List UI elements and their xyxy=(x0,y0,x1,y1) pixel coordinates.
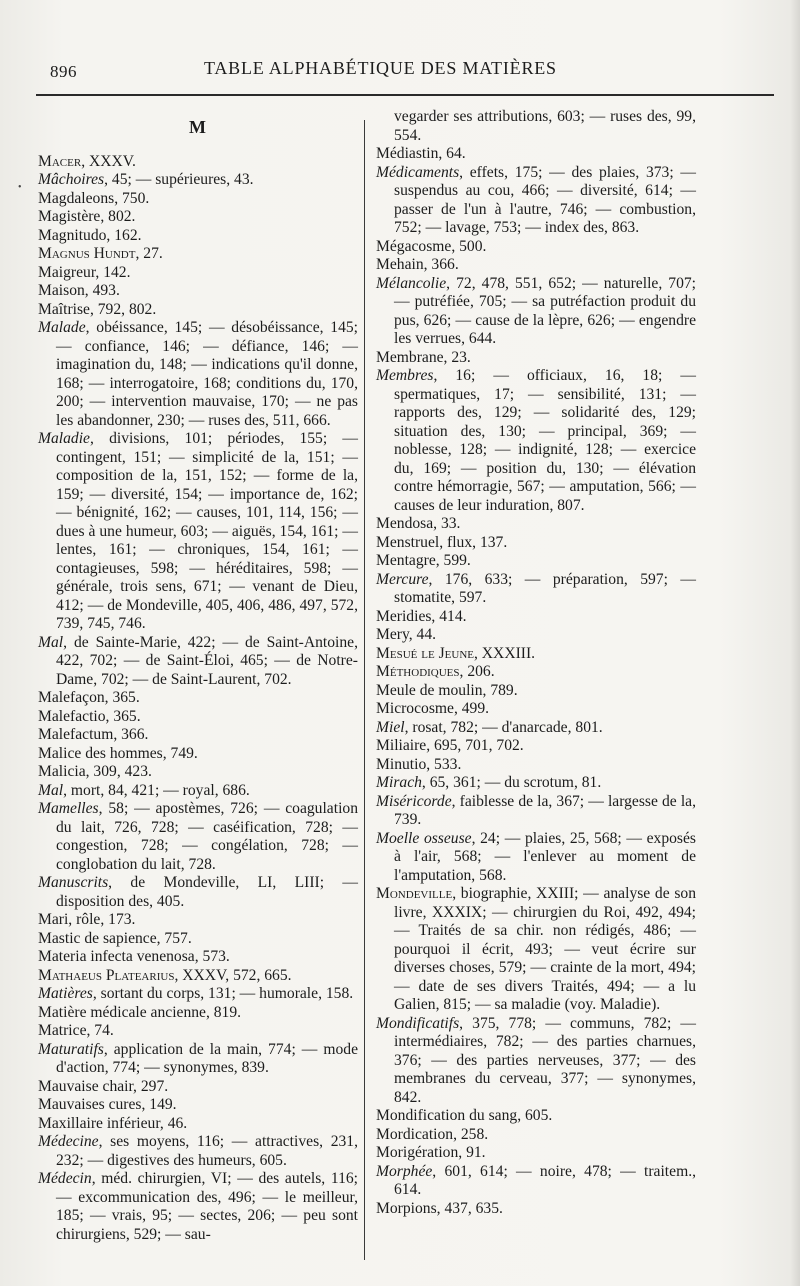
entry-references: , XXXV, 572, 665. xyxy=(174,966,292,984)
right-index-column xyxy=(376,108,696,1218)
entry-heading: Médecine xyxy=(38,1133,99,1150)
index-entry xyxy=(38,874,358,911)
entry-heading: Maturatifs xyxy=(38,1040,104,1058)
entry-references: , 176, 633; — préparation, 597; — stomatite, 597. xyxy=(394,570,696,606)
entry-heading: Mal xyxy=(38,633,64,651)
index-entry xyxy=(376,885,696,1015)
entry-heading: Macer xyxy=(38,152,82,170)
entry-references: Minutio, 533. xyxy=(376,755,462,773)
entry-references: Mondification du sang, 605. xyxy=(376,1107,553,1124)
entry-references: Microcosme, 499. xyxy=(376,700,490,717)
entry-references: , 601, 614; — noire, 478; — traitem., 614. xyxy=(394,1162,696,1198)
index-entry xyxy=(38,1096,358,1115)
entry-heading: Morphée xyxy=(376,1162,433,1180)
entry-references: Mentagre, 599. xyxy=(376,552,471,569)
index-entry xyxy=(376,238,696,257)
entry-heading: Mamelles xyxy=(38,800,99,817)
entry-references: , 16; — officiaux, 16, 18; — spermatiques, 17; — sensibilité, 131; — rapports des, 129; — solidarité des, 129; situation des, 130; — principal, 369; — noblesse, 128; — indignité, 128; — exercice du, 169; — position du, 130; — élévation contre hémorragie, 567; — amputation, 566; — causes de leur induration, 807. xyxy=(394,367,696,514)
index-entry xyxy=(38,1022,358,1041)
margin-mark: • xyxy=(18,182,22,193)
section-letter: M xyxy=(189,117,207,137)
index-entry xyxy=(376,256,696,275)
entry-references: , obéissance, 145; — désobéissance, 145; — confiance, 146; — défiance, 146; — imagination du, 148; — indications qu'il donne, 168; — interrogatoire, 168; conditions du, 170, 200; — intervention mauvaise, 170; — ne pas les abandonner, 230; — ruses des, 511, 666. xyxy=(56,319,358,429)
entry-references: , effets, 175; — des plaies, 373; — suspendus au cou, 466; — diversité, 614; — passer de l'un à l'autre, 746; — combustion, 752; — lavage, 753; — index des, 863. xyxy=(394,163,696,236)
entry-heading: Maladie xyxy=(38,430,90,447)
entry-references: , 58; — apostèmes, 726; — coagulation du lait, 726, 728; — caséification, 728; — congestion, 728; — congélation, 728; — conglobation du lait, 728. xyxy=(56,800,358,873)
entry-references: Mery, 44. xyxy=(376,626,437,643)
entry-references: Mauvaises cures, 149. xyxy=(38,1096,177,1113)
entry-heading: Malade xyxy=(38,319,86,336)
entry-heading: Méthodiques xyxy=(376,663,460,680)
entry-heading: Mélancolie xyxy=(376,274,447,292)
index-entry xyxy=(376,682,696,701)
entry-references: Magdaleons, 750. xyxy=(38,189,150,207)
entry-references: Materia infecta venenosa, 573. xyxy=(38,948,230,965)
entry-references: Malefactum, 366. xyxy=(38,726,149,743)
index-entry xyxy=(376,534,696,553)
entry-heading: Mal xyxy=(38,781,64,799)
index-entry xyxy=(38,319,358,430)
index-entry xyxy=(38,301,358,320)
entry-heading: Membres xyxy=(376,367,434,384)
column-divider xyxy=(364,120,365,1260)
index-entry xyxy=(376,349,696,368)
index-entry xyxy=(376,774,696,793)
index-entry xyxy=(38,634,358,690)
entry-references: Malicia, 309, 423. xyxy=(38,763,152,780)
left-index-column xyxy=(38,110,358,1244)
index-entry xyxy=(38,967,358,986)
index-entry xyxy=(38,190,358,209)
entry-references: Mari, rôle, 173. xyxy=(38,911,136,928)
index-entry xyxy=(376,367,696,515)
index-entry xyxy=(376,737,696,756)
entry-references: Miliaire, 695, 701, 702. xyxy=(376,737,524,754)
index-entry xyxy=(38,689,358,708)
index-entry xyxy=(38,1133,358,1170)
index-entry xyxy=(38,282,358,301)
index-entry xyxy=(38,208,358,227)
entry-heading: Mesué le Jeune xyxy=(376,644,474,662)
header-rule xyxy=(36,94,774,96)
entry-references: Maîtrise, 792, 802. xyxy=(38,300,157,318)
index-entry xyxy=(376,830,696,886)
index-entry xyxy=(376,1144,696,1163)
index-entry xyxy=(38,985,358,1004)
index-entry xyxy=(38,911,358,930)
entry-references: , faiblesse de la, 367; — largesse de la, 739. xyxy=(394,792,696,828)
index-entry xyxy=(38,1041,358,1078)
index-entry xyxy=(376,145,696,164)
entry-references: Meule de moulin, 789. xyxy=(376,681,518,699)
entry-references: , méd. chirurgien, VI; — des autels, 116; — excommunication des, 496; — le meilleur, 185; — vrais, 95; — sectes, 206; — peu sont chirurgiens, 529; — sau- xyxy=(56,1170,358,1243)
entry-references: , XXXV. xyxy=(81,152,136,170)
entry-references: , 27. xyxy=(135,245,163,262)
index-entry xyxy=(376,719,696,738)
entry-references: Malice des hommes, 749. xyxy=(38,744,198,762)
entry-heading: Médecin xyxy=(38,1170,92,1187)
entry-references: , 206. xyxy=(459,663,495,680)
page-header xyxy=(36,48,781,88)
entry-references: Morigération, 91. xyxy=(376,1144,486,1161)
entry-heading: Miel xyxy=(376,718,405,736)
index-entry xyxy=(38,245,358,264)
entry-references: Meridies, 414. xyxy=(376,607,467,625)
index-entry xyxy=(376,164,696,238)
entry-references: , application de la main, 774; — mode d'action, 774; — synonymes, 839. xyxy=(56,1040,358,1076)
index-entry xyxy=(38,1115,358,1134)
index-entry xyxy=(376,663,696,682)
entry-heading: Mondeville xyxy=(376,885,453,902)
entry-references: Menstruel, flux, 137. xyxy=(376,533,508,551)
entry-references: , divisions, 101; périodes, 155; — contingent, 151; — simplicité de la, 151; — composition de la, 151, 152; — forme de la, 159; — diversité, 154; — importance de, 162; — bénignité, 162; — causes, 101, 114, 156; — dues à une humeur, 603; — aiguës, 154, 161; — lentes, 161; — chroniques, 154, 161; — contagieuses, 598; — héréditaires, 598; — générale, trois sens, 671; — venant de Dieu, 412; — de Mondeville, 405, 406, 486, 497, 572, 739, 745, 746. xyxy=(56,430,358,632)
entry-references: Mauvaise chair, 297. xyxy=(38,1077,169,1095)
index-entry xyxy=(38,763,358,782)
entry-references: , XXXIII. xyxy=(474,644,536,662)
index-entry xyxy=(38,708,358,727)
page-edge-shadow xyxy=(790,0,800,1286)
index-entry xyxy=(376,515,696,534)
entry-heading: Manuscrits xyxy=(38,874,109,891)
index-entry xyxy=(38,430,358,634)
page-number: 896 xyxy=(50,62,77,81)
entry-references: , de Mondeville, LI, LIII; — disposition des, 405. xyxy=(56,874,358,910)
index-entry xyxy=(376,1107,696,1126)
entry-references: , 24; — plaies, 25, 568; — exposés à l'air, 568; — l'enlever au moment de l'amputation, 568. xyxy=(394,829,696,884)
entry-references: Magistère, 802. xyxy=(38,208,136,225)
entry-heading: Moelle osseuse xyxy=(376,829,472,847)
entry-references: Mastic de sapience, 757. xyxy=(38,929,192,947)
index-entry xyxy=(376,700,696,719)
entry-references: Matière médicale ancienne, 819. xyxy=(38,1003,242,1021)
entry-references: vegarder ses attributions, 603; — ruses des, 99, 554. xyxy=(394,108,696,144)
index-entry xyxy=(376,608,696,627)
index-entry xyxy=(38,782,358,801)
index-entry xyxy=(38,1004,358,1023)
entry-heading: Mercure xyxy=(376,570,429,588)
index-entry xyxy=(376,626,696,645)
entry-heading: Mâchoires xyxy=(38,171,105,188)
entry-references: Magnitudo, 162. xyxy=(38,226,142,244)
index-entry xyxy=(38,1170,358,1244)
entry-references: , ses moyens, 116; — attractives, 231, 232; — digestives des humeurs, 605. xyxy=(56,1133,358,1169)
entry-references: Mendosa, 33. xyxy=(376,515,461,532)
index-entry xyxy=(38,745,358,764)
entry-references: Malefactio, 365. xyxy=(38,707,141,725)
index-entry xyxy=(38,264,358,283)
entry-heading: Matières xyxy=(38,985,93,1002)
index-entry xyxy=(376,756,696,775)
entry-references: Mehain, 366. xyxy=(376,256,459,273)
index-entry xyxy=(38,800,358,874)
entry-references: , rosat, 782; — d'anarcade, 801. xyxy=(404,718,603,736)
entry-heading: Magnus Hundt xyxy=(38,245,136,262)
entry-heading: Mirach xyxy=(376,774,422,791)
index-entry xyxy=(38,726,358,745)
entry-references: , 72, 478, 551, 652; — naturelle, 707; — putréfiée, 705; — sa putréfaction produit du pus, 626; — cause de la lèpre, 626; — engendre les verrues, 644. xyxy=(394,274,696,347)
index-entry xyxy=(376,275,696,349)
index-entry xyxy=(38,171,358,190)
index-entry xyxy=(376,1126,696,1145)
index-entry xyxy=(38,1078,358,1097)
entry-references: Maigreur, 142. xyxy=(38,263,131,281)
index-entry xyxy=(38,227,358,246)
entry-references: Maison, 493. xyxy=(38,282,120,299)
entry-heading: Miséricorde xyxy=(376,792,452,810)
entry-references: Maxillaire inférieur, 46. xyxy=(38,1114,188,1132)
index-entry xyxy=(376,1015,696,1108)
index-entry xyxy=(376,793,696,830)
index-entry xyxy=(38,948,358,967)
index-entry xyxy=(376,1163,696,1200)
index-entry xyxy=(38,930,358,949)
entry-references: Matrice, 74. xyxy=(38,1022,114,1039)
entry-references: Mordication, 258. xyxy=(376,1125,489,1143)
entry-references: , 375, 778; — communs, 782; — intermédiaires, 782; — des parties charnues, 376; — des parties nerveuses, 377; — des membranes du cerveau, 377; — synonymes, 842. xyxy=(394,1014,696,1106)
index-entry xyxy=(376,645,696,664)
entry-references: Médiastin, 64. xyxy=(376,145,466,162)
entry-heading: Médicaments xyxy=(376,163,460,181)
entry-references: , 45; — supérieures, 43. xyxy=(104,171,254,188)
entry-references: , 65, 361; — du scrotum, 81. xyxy=(421,774,602,791)
entry-references: Morpions, 437, 635. xyxy=(376,1199,503,1217)
entry-references: , biographie, XXIII; — analyse de son livre, XXXIX; — chirurgien du Roi, 492, 494; — Traités de sa chir. non rédigés, 486; — pourquoi il écrit, 493; — veut écrire sur diverses choses, 579; — crainte de la mort, 494; — date de ses divers Traités, 494; — a lu Galien, 815; — sa maladie (voy. Maladie). xyxy=(394,885,696,1013)
entry-references: , mort, 84, 421; — royal, 686. xyxy=(63,781,250,799)
index-entry xyxy=(376,1200,696,1219)
entry-references: Malefaçon, 365. xyxy=(38,689,140,706)
entry-references: , de Sainte-Marie, 422; — de Saint-Antoine, 422, 702; — de Saint-Éloi, 465; — de Notre-Dame, 702; — de Saint-Laurent, 702. xyxy=(56,633,358,688)
entry-heading: Mathaeus Platearius xyxy=(38,966,175,984)
index-entry xyxy=(376,108,696,145)
entry-references: , sortant du corps, 131; — humorale, 158. xyxy=(92,985,354,1002)
index-entry xyxy=(376,571,696,608)
index-entry xyxy=(376,552,696,571)
running-title: TABLE ALPHABÉTIQUE DES MATIÈRES xyxy=(204,58,557,78)
entry-heading: Mondificatifs xyxy=(376,1014,460,1032)
entry-references: Membrane, 23. xyxy=(376,348,471,366)
index-entry xyxy=(38,153,358,172)
entry-references: Mégacosme, 500. xyxy=(376,237,487,255)
